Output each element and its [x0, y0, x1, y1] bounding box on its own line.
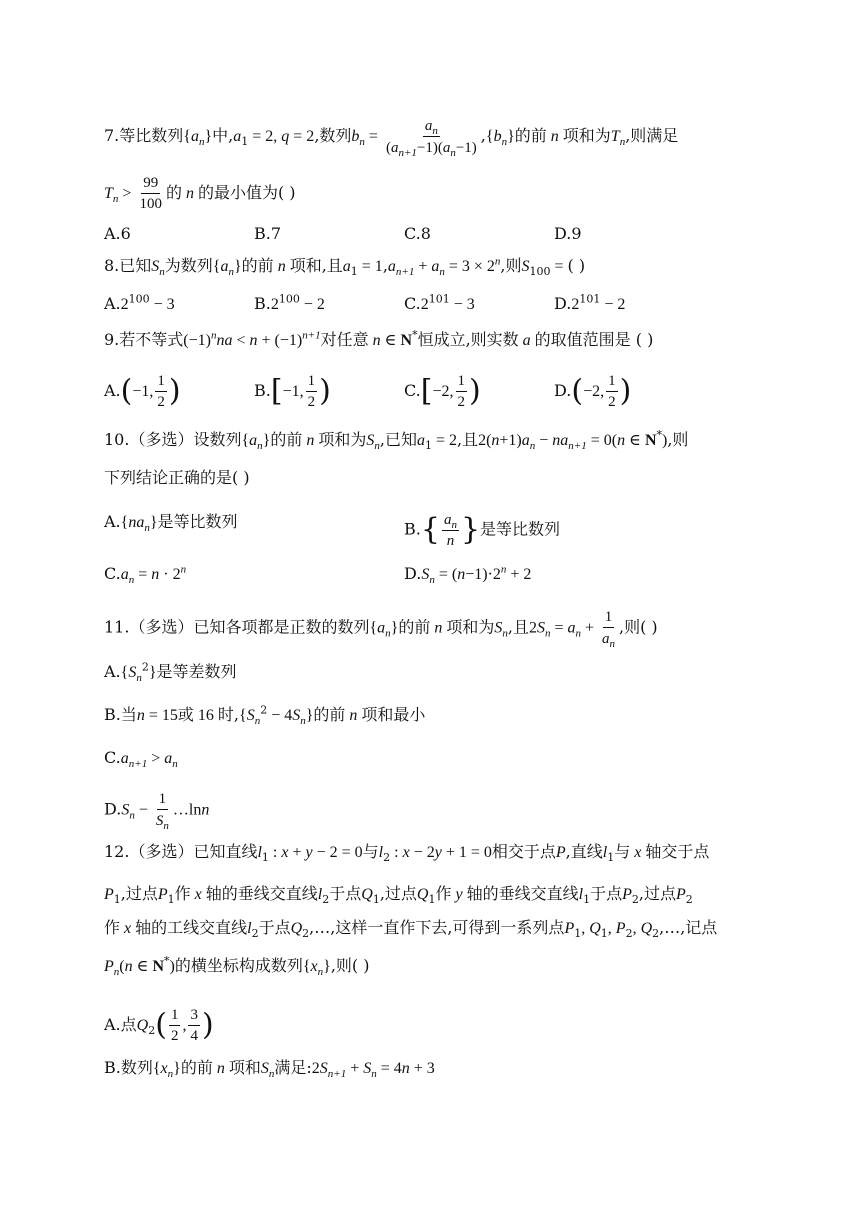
q7-line-2: $T_n$ > $\frac{99}{100}$ 的 n 的最小值为( ) [104, 175, 296, 212]
q10-line-2: 下列结论正确的是( ) [104, 468, 250, 487]
q7-option-a: A.6 [104, 224, 131, 243]
q10-option-c: $C.a_n = n \cdot 2^n$ [104, 563, 187, 587]
q10-line-1: 10.（多选）设数列$\{a_n\}$的前 n 项和为$S_n$,已知$a_1 = 2$,且$2(n+1)a_n - na_{n+1} = 0(n$ ∈ N*),则 [104, 428, 689, 453]
q7-option-c: C.8 [404, 224, 431, 243]
q7-line-1: 7.等比数列$\{a_n\}$中$,a_1 = 2$, q = 2,数列$b_n$ = $\frac{a_n}{(a_{n+1}-1)(a_n-1)}$ $,\{b_n\}$的前 n 项和为$T_n$,则满足 [104, 118, 679, 159]
q11-line-1: 11.（多选）已知各项都是正数的数列$\{a_n\}$的前 n 项和为$S_n$,且$2S_n = a_n$ + $\frac{1}{a_n}$ ,则( ) [104, 609, 658, 650]
q9-option-c: C.[−2, $\frac{1}{2}$ ) [404, 373, 481, 410]
q7-bn-fraction: $\frac{a_n}{(a_{n+1}-1)(a_n-1)}$ [385, 118, 477, 159]
q11-option-b: B.当n = 15或 16 时$,\{S_n^2 - 4S_n\}$的前 n 项和最小 [104, 703, 426, 728]
q12-option-a: A.点$Q_2$( $\frac{1}{2}$ , $\frac{3}{4}$ ) [104, 1007, 214, 1044]
q8-option-a: $A.2^{100} - 3$ [104, 292, 175, 313]
q11-option-a: $A.\{S_n^2\}$是等差数列 [104, 660, 237, 685]
q7-option-d: D.9 [554, 224, 582, 243]
q9-line-1: 9.若不等式$(-1)^nna < n + (-1)^{n+1}$对任意 n ∈ N*恒成立,则实数 a 的取值范围是 ( ) [104, 328, 654, 349]
q9-option-b: B.[−1, $\frac{1}{2}$ ) [254, 373, 331, 410]
q12-line-3: 作 x 轴的工线交直线$l_2$于点$Q_2,\dots$,这样一直作下去,可得到一系列点$P_1$, $Q_1$, $P_2$, $Q_2,\dots$,记点 [104, 918, 718, 941]
q9-option-d: D.(−2, $\frac{1}{2}$ ) [554, 373, 632, 410]
q12-line-2: $P_1$,过点$P_1$作 x 轴的垂线交直线$l_2$于点$Q_1$,过点$Q_1$作 y 轴的垂线交直线$l_1$于点$P_2$,过点$P_2$ [104, 884, 693, 907]
q10-option-d: $D.S_n = (n-1)\cdot 2^n + 2$ [404, 563, 532, 587]
q10-option-a: $A.\{na_n\}$是等比数列 [104, 512, 238, 535]
q11-option-d: $D.S_n$ − $\frac{1}{S_n}$ …lnn [104, 791, 210, 832]
q12-line-4: $P_n(n$ ∈ N*)的横坐标构成数列$\{x_n\}$,则( ) [104, 954, 370, 979]
q12-option-b: B.数列$\{x_n\}$的前 n 项和$S_n$满足$:2S_{n+1} + S_n = 4n + 3$ [104, 1058, 435, 1081]
q8-line-1: 8.已知$S_n$为数列$\{a_n\}$的前 n 项和,且$a_1 = 1,a_{n+1} + a_n = 3 \times 2^n$,则$S_{100}$ = ( ) [104, 255, 586, 279]
q8-option-b: $B.2^{100} - 2$ [254, 292, 325, 313]
q8-option-d: $D.2^{101} - 2$ [554, 292, 626, 313]
q7-option-b: B.7 [254, 224, 282, 243]
q12-line-1: 12.（多选）已知直线$l_1$ : x + y − 2 = 0与$l_2$ : x − 2y + 1 = 0相交于点P,直线$l_1$与 x 轴交于点 [104, 842, 710, 865]
q10-option-b: B.{ $\frac{a_n}{n}$ }是等比数列 [404, 512, 561, 549]
q7-threshold-fraction: $\frac{99}{100}$ [139, 175, 162, 212]
q9-option-a: A.(−1, $\frac{1}{2}$ ) [104, 373, 181, 410]
q11-option-c: $C.a_{n+1} > a_n$ [104, 748, 178, 771]
q8-option-c: $C.2^{101} - 3$ [404, 292, 475, 313]
